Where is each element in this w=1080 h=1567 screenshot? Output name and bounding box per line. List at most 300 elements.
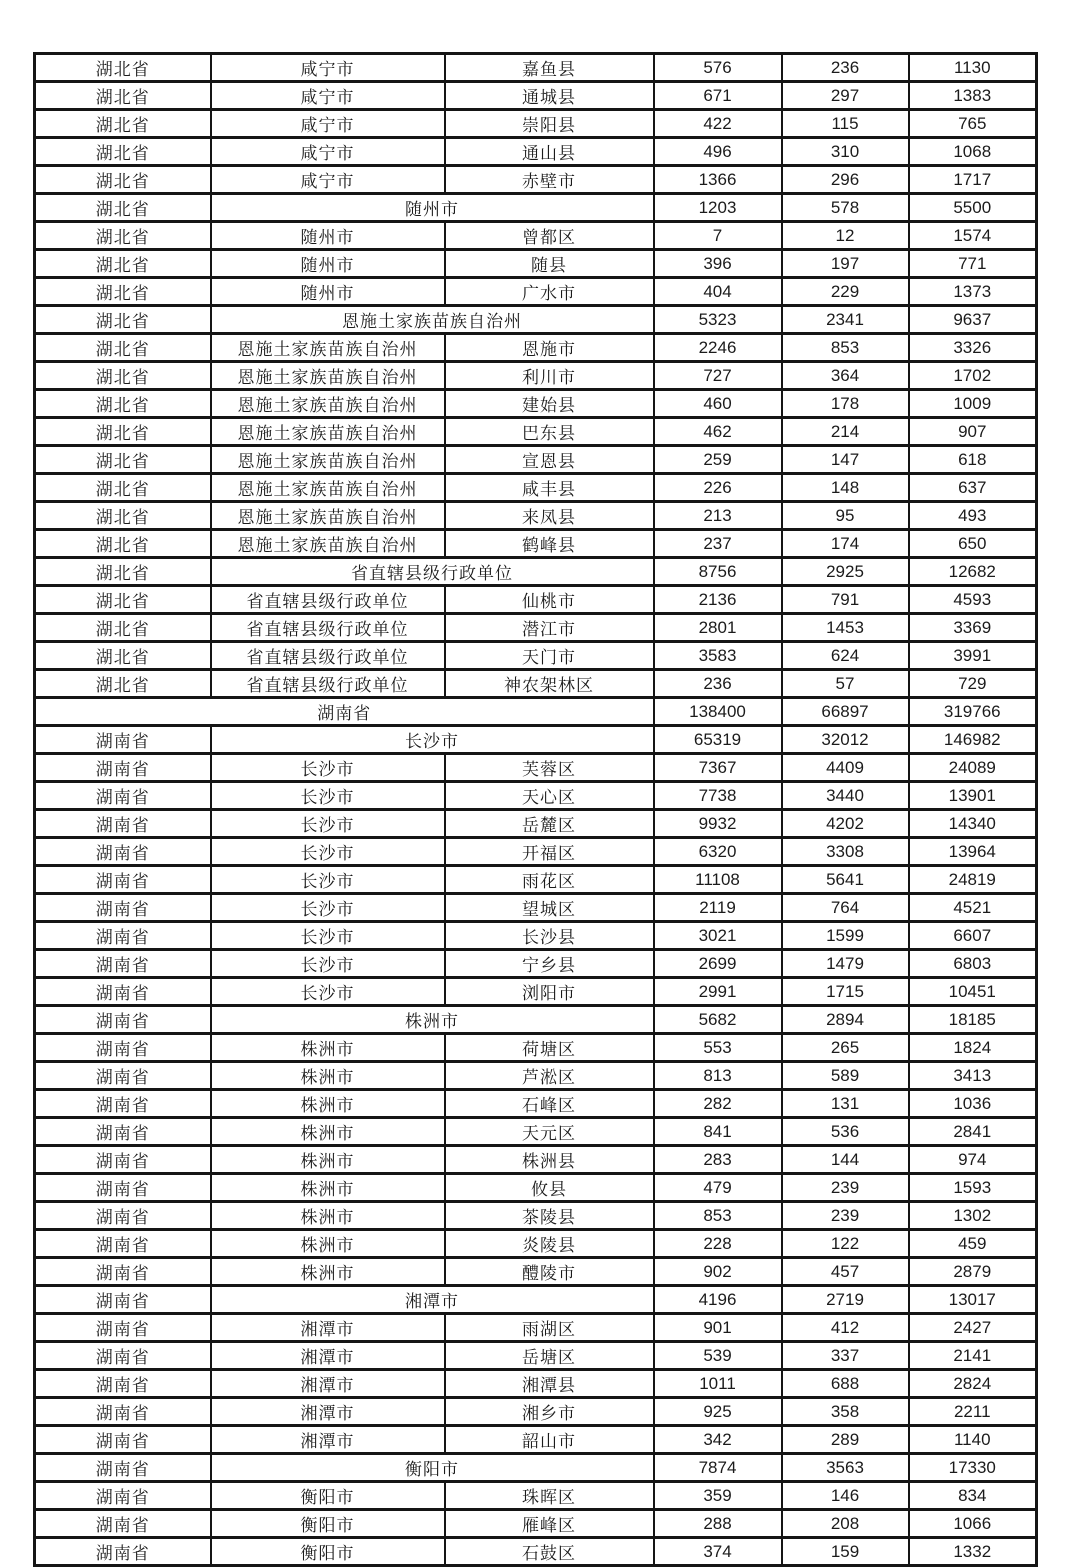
cell-city: 株洲市 xyxy=(211,1202,445,1230)
table-row xyxy=(35,670,1037,698)
cell-district: 攸县 xyxy=(445,1174,654,1202)
cell-value-3: 493 xyxy=(909,502,1037,530)
cell-value-2: 208 xyxy=(782,1510,909,1538)
cell-value-3: 1383 xyxy=(909,82,1037,110)
table-row xyxy=(35,698,1037,726)
cell-district: 湘潭县 xyxy=(445,1370,654,1398)
table-row xyxy=(35,1062,1037,1090)
table-row xyxy=(35,866,1037,894)
cell-value-1: 404 xyxy=(654,278,782,306)
cell-value-1: 422 xyxy=(654,110,782,138)
cell-value-3: 146982 xyxy=(909,726,1037,754)
cell-value-2: 229 xyxy=(782,278,909,306)
cell-value-3: 13901 xyxy=(909,782,1037,810)
cell-value-2: 289 xyxy=(782,1426,909,1454)
cell-district: 崇阳县 xyxy=(445,110,654,138)
table-row xyxy=(35,1370,1037,1398)
cell-value-2: 310 xyxy=(782,138,909,166)
cell-value-2: 1479 xyxy=(782,950,909,978)
cell-value-3: 13964 xyxy=(909,838,1037,866)
cell-value-3: 1302 xyxy=(909,1202,1037,1230)
table-row xyxy=(35,1510,1037,1538)
cell-province: 湖南省 xyxy=(35,1286,211,1314)
cell-city: 咸宁市 xyxy=(211,166,445,194)
cell-value-1: 237 xyxy=(654,530,782,558)
table-row xyxy=(35,558,1037,586)
cell-value-2: 32012 xyxy=(782,726,909,754)
table-row xyxy=(35,334,1037,362)
cell-value-1: 5323 xyxy=(654,306,782,334)
cell-value-2: 95 xyxy=(782,502,909,530)
cell-city: 恩施土家族苗族自治州 xyxy=(211,362,445,390)
cell-value-2: 3563 xyxy=(782,1454,909,1482)
cell-district: 咸丰县 xyxy=(445,474,654,502)
cell-province: 湖北省 xyxy=(35,418,211,446)
cell-value-2: 265 xyxy=(782,1034,909,1062)
cell-city: 恩施土家族苗族自治州 xyxy=(211,390,445,418)
cell-city: 恩施土家族苗族自治州 xyxy=(211,334,445,362)
table-row xyxy=(35,1230,1037,1258)
cell-city: 恩施土家族苗族自治州 xyxy=(211,530,445,558)
cell-province: 湖北省 xyxy=(35,110,211,138)
cell-value-2: 57 xyxy=(782,670,909,698)
table-row xyxy=(35,1090,1037,1118)
table-row xyxy=(35,726,1037,754)
cell-value-1: 288 xyxy=(654,1510,782,1538)
table-row xyxy=(35,222,1037,250)
cell-district: 仙桃市 xyxy=(445,586,654,614)
cell-district: 岳麓区 xyxy=(445,810,654,838)
cell-city: 湘潭市 xyxy=(211,1342,445,1370)
table-row xyxy=(35,1454,1037,1482)
cell-city: 长沙市 xyxy=(211,950,445,978)
cell-province: 湖南省 xyxy=(35,810,211,838)
cell-value-3: 24089 xyxy=(909,754,1037,782)
cell-city: 恩施土家族苗族自治州 xyxy=(211,474,445,502)
cell-value-3: 17330 xyxy=(909,1454,1037,1482)
cell-city: 恩施土家族苗族自治州 xyxy=(211,418,445,446)
table-row xyxy=(35,110,1037,138)
cell-value-3: 2841 xyxy=(909,1118,1037,1146)
cell-value-3: 2879 xyxy=(909,1258,1037,1286)
cell-province: 湖南省 xyxy=(35,1034,211,1062)
cell-value-1: 7738 xyxy=(654,782,782,810)
cell-value-3: 13017 xyxy=(909,1286,1037,1314)
cell-city: 长沙市 xyxy=(211,810,445,838)
cell-value-2: 688 xyxy=(782,1370,909,1398)
cell-value-1: 925 xyxy=(654,1398,782,1426)
cell-value-2: 5641 xyxy=(782,866,909,894)
cell-city: 省直辖县级行政单位 xyxy=(211,586,445,614)
cell-district: 茶陵县 xyxy=(445,1202,654,1230)
cell-value-2: 364 xyxy=(782,362,909,390)
cell-district: 赤壁市 xyxy=(445,166,654,194)
cell-city: 咸宁市 xyxy=(211,82,445,110)
cell-city: 长沙市 xyxy=(211,782,445,810)
cell-province: 湖南省 xyxy=(35,1230,211,1258)
cell-value-1: 9932 xyxy=(654,810,782,838)
cell-province: 湖北省 xyxy=(35,222,211,250)
table-row xyxy=(35,1398,1037,1426)
cell-district: 荷塘区 xyxy=(445,1034,654,1062)
cell-city-total: 湘潭市 xyxy=(211,1286,654,1314)
cell-province: 湖南省 xyxy=(35,1426,211,1454)
cell-value-3: 2427 xyxy=(909,1314,1037,1342)
cell-value-2: 2341 xyxy=(782,306,909,334)
cell-district: 韶山市 xyxy=(445,1426,654,1454)
cell-value-1: 3021 xyxy=(654,922,782,950)
cell-province: 湖北省 xyxy=(35,334,211,362)
cell-value-3: 637 xyxy=(909,474,1037,502)
cell-province: 湖北省 xyxy=(35,306,211,334)
cell-province: 湖南省 xyxy=(35,1538,211,1566)
table-row xyxy=(35,1118,1037,1146)
cell-province: 湖北省 xyxy=(35,586,211,614)
table-row xyxy=(35,1034,1037,1062)
cell-district: 利川市 xyxy=(445,362,654,390)
cell-city: 随州市 xyxy=(211,278,445,306)
cell-value-3: 765 xyxy=(909,110,1037,138)
cell-province: 湖南省 xyxy=(35,922,211,950)
table-row xyxy=(35,166,1037,194)
cell-province: 湖北省 xyxy=(35,642,211,670)
cell-district: 鹤峰县 xyxy=(445,530,654,558)
table-row xyxy=(35,1174,1037,1202)
table-row xyxy=(35,82,1037,110)
table-row xyxy=(35,1258,1037,1286)
cell-value-3: 1066 xyxy=(909,1510,1037,1538)
cell-value-1: 902 xyxy=(654,1258,782,1286)
cell-value-2: 239 xyxy=(782,1202,909,1230)
cell-city: 长沙市 xyxy=(211,978,445,1006)
cell-value-3: 6803 xyxy=(909,950,1037,978)
cell-value-2: 578 xyxy=(782,194,909,222)
cell-district: 珠晖区 xyxy=(445,1482,654,1510)
table-sheet xyxy=(33,52,1038,1567)
table-row xyxy=(35,894,1037,922)
cell-value-2: 2925 xyxy=(782,558,909,586)
cell-province: 湖南省 xyxy=(35,866,211,894)
cell-district: 雨花区 xyxy=(445,866,654,894)
cell-city: 株洲市 xyxy=(211,1090,445,1118)
cell-value-1: 2119 xyxy=(654,894,782,922)
cell-district: 通山县 xyxy=(445,138,654,166)
cell-value-3: 1702 xyxy=(909,362,1037,390)
cell-value-3: 18185 xyxy=(909,1006,1037,1034)
table-row xyxy=(35,138,1037,166)
cell-city: 随州市 xyxy=(211,250,445,278)
cell-district: 通城县 xyxy=(445,82,654,110)
cell-value-1: 236 xyxy=(654,670,782,698)
cell-value-1: 671 xyxy=(654,82,782,110)
table-row xyxy=(35,278,1037,306)
cell-value-2: 2894 xyxy=(782,1006,909,1034)
cell-value-1: 374 xyxy=(654,1538,782,1566)
cell-value-3: 1574 xyxy=(909,222,1037,250)
cell-value-1: 7874 xyxy=(654,1454,782,1482)
cell-value-2: 236 xyxy=(782,54,909,82)
cell-district: 芦淞区 xyxy=(445,1062,654,1090)
cell-district: 株洲县 xyxy=(445,1146,654,1174)
cell-district: 石峰区 xyxy=(445,1090,654,1118)
cell-province: 湖南省 xyxy=(35,894,211,922)
table-row xyxy=(35,614,1037,642)
table-row xyxy=(35,446,1037,474)
cell-value-1: 7 xyxy=(654,222,782,250)
cell-province: 湖北省 xyxy=(35,54,211,82)
cell-province: 湖南省 xyxy=(35,950,211,978)
table-row xyxy=(35,1286,1037,1314)
cell-value-3: 459 xyxy=(909,1230,1037,1258)
cell-value-1: 259 xyxy=(654,446,782,474)
cell-value-2: 3308 xyxy=(782,838,909,866)
cell-value-2: 159 xyxy=(782,1538,909,1566)
cell-value-2: 297 xyxy=(782,82,909,110)
cell-province: 湖南省 xyxy=(35,782,211,810)
cell-province: 湖北省 xyxy=(35,250,211,278)
table-row xyxy=(35,362,1037,390)
table-row xyxy=(35,782,1037,810)
cell-value-2: 197 xyxy=(782,250,909,278)
cell-province: 湖南省 xyxy=(35,838,211,866)
cell-city: 省直辖县级行政单位 xyxy=(211,614,445,642)
cell-value-1: 396 xyxy=(654,250,782,278)
cell-value-3: 2824 xyxy=(909,1370,1037,1398)
cell-value-3: 1130 xyxy=(909,54,1037,82)
cell-value-2: 147 xyxy=(782,446,909,474)
cell-province: 湖北省 xyxy=(35,614,211,642)
cell-value-3: 6607 xyxy=(909,922,1037,950)
cell-value-2: 178 xyxy=(782,390,909,418)
cell-value-3: 1373 xyxy=(909,278,1037,306)
cell-value-3: 1717 xyxy=(909,166,1037,194)
cell-value-3: 1036 xyxy=(909,1090,1037,1118)
table-row xyxy=(35,502,1037,530)
cell-value-3: 4521 xyxy=(909,894,1037,922)
cell-district: 醴陵市 xyxy=(445,1258,654,1286)
cell-district: 芙蓉区 xyxy=(445,754,654,782)
cell-value-2: 853 xyxy=(782,334,909,362)
cell-city: 恩施土家族苗族自治州 xyxy=(211,502,445,530)
cell-province: 湖南省 xyxy=(35,1090,211,1118)
cell-province: 湖南省 xyxy=(35,1314,211,1342)
cell-city: 株洲市 xyxy=(211,1034,445,1062)
cell-city: 株洲市 xyxy=(211,1230,445,1258)
cell-value-3: 1824 xyxy=(909,1034,1037,1062)
cell-province: 湖南省 xyxy=(35,1146,211,1174)
cell-value-2: 115 xyxy=(782,110,909,138)
cell-province: 湖北省 xyxy=(35,362,211,390)
cell-value-2: 1599 xyxy=(782,922,909,950)
cell-value-2: 1715 xyxy=(782,978,909,1006)
cell-province: 湖南省 xyxy=(35,1370,211,1398)
table-row xyxy=(35,1146,1037,1174)
cell-value-1: 4196 xyxy=(654,1286,782,1314)
cell-city: 株洲市 xyxy=(211,1062,445,1090)
cell-value-3: 3413 xyxy=(909,1062,1037,1090)
cell-district: 炎陵县 xyxy=(445,1230,654,1258)
cell-district: 神农架林区 xyxy=(445,670,654,698)
cell-city: 长沙市 xyxy=(211,866,445,894)
cell-district: 岳塘区 xyxy=(445,1342,654,1370)
cell-value-1: 460 xyxy=(654,390,782,418)
cell-value-1: 853 xyxy=(654,1202,782,1230)
cell-value-3: 5500 xyxy=(909,194,1037,222)
table-row xyxy=(35,1482,1037,1510)
cell-value-1: 342 xyxy=(654,1426,782,1454)
cell-city-total: 随州市 xyxy=(211,194,654,222)
cell-province: 湖北省 xyxy=(35,82,211,110)
cell-value-2: 791 xyxy=(782,586,909,614)
cell-value-2: 4409 xyxy=(782,754,909,782)
cell-district: 随县 xyxy=(445,250,654,278)
table-row xyxy=(35,922,1037,950)
cell-province: 湖南省 xyxy=(35,1482,211,1510)
cell-city: 湘潭市 xyxy=(211,1314,445,1342)
cell-value-1: 6320 xyxy=(654,838,782,866)
cell-district: 潜江市 xyxy=(445,614,654,642)
table-row xyxy=(35,1314,1037,1342)
cell-province: 湖南省 xyxy=(35,1258,211,1286)
cell-value-1: 2246 xyxy=(654,334,782,362)
table-row xyxy=(35,1538,1037,1566)
cell-value-1: 1366 xyxy=(654,166,782,194)
cell-province: 湖南省 xyxy=(35,1510,211,1538)
cell-province: 湖北省 xyxy=(35,474,211,502)
cell-province: 湖南省 xyxy=(35,1398,211,1426)
cell-value-1: 8756 xyxy=(654,558,782,586)
cell-value-3: 3991 xyxy=(909,642,1037,670)
cell-district: 浏阳市 xyxy=(445,978,654,1006)
cell-value-1: 576 xyxy=(654,54,782,82)
table-row xyxy=(35,642,1037,670)
cell-value-3: 834 xyxy=(909,1482,1037,1510)
cell-value-2: 589 xyxy=(782,1062,909,1090)
cell-district: 开福区 xyxy=(445,838,654,866)
cell-value-3: 974 xyxy=(909,1146,1037,1174)
cell-district: 长沙县 xyxy=(445,922,654,950)
cell-province: 湖北省 xyxy=(35,530,211,558)
cell-district: 湘乡市 xyxy=(445,1398,654,1426)
cell-value-1: 1011 xyxy=(654,1370,782,1398)
table-row xyxy=(35,1426,1037,1454)
cell-value-2: 148 xyxy=(782,474,909,502)
cell-value-1: 359 xyxy=(654,1482,782,1510)
table-row xyxy=(35,838,1037,866)
cell-city: 长沙市 xyxy=(211,838,445,866)
cell-value-3: 3369 xyxy=(909,614,1037,642)
cell-city: 长沙市 xyxy=(211,754,445,782)
cell-province: 湖南省 xyxy=(35,1006,211,1034)
cell-value-2: 412 xyxy=(782,1314,909,1342)
cell-city: 衡阳市 xyxy=(211,1510,445,1538)
cell-province: 湖南省 xyxy=(35,1342,211,1370)
table-row xyxy=(35,810,1037,838)
cell-value-3: 319766 xyxy=(909,698,1037,726)
cell-value-3: 771 xyxy=(909,250,1037,278)
cell-province: 湖北省 xyxy=(35,670,211,698)
cell-value-3: 9637 xyxy=(909,306,1037,334)
cell-city: 株洲市 xyxy=(211,1146,445,1174)
table-row xyxy=(35,1006,1037,1034)
cell-city: 咸宁市 xyxy=(211,110,445,138)
cell-value-1: 2136 xyxy=(654,586,782,614)
cell-value-3: 1009 xyxy=(909,390,1037,418)
cell-province: 湖南省 xyxy=(35,978,211,1006)
cell-province: 湖北省 xyxy=(35,502,211,530)
table-row xyxy=(35,950,1037,978)
cell-value-1: 813 xyxy=(654,1062,782,1090)
cell-province: 湖南省 xyxy=(35,1202,211,1230)
cell-value-3: 1332 xyxy=(909,1538,1037,1566)
cell-value-2: 337 xyxy=(782,1342,909,1370)
cell-city: 湘潭市 xyxy=(211,1398,445,1426)
cell-value-1: 496 xyxy=(654,138,782,166)
cell-district: 巴东县 xyxy=(445,418,654,446)
cell-province: 湖南省 xyxy=(35,754,211,782)
cell-value-1: 553 xyxy=(654,1034,782,1062)
table-row xyxy=(35,1202,1037,1230)
cell-value-2: 4202 xyxy=(782,810,909,838)
cell-province-total: 湖南省 xyxy=(35,698,654,726)
cell-district: 天心区 xyxy=(445,782,654,810)
cell-city: 长沙市 xyxy=(211,894,445,922)
cell-province: 湖北省 xyxy=(35,390,211,418)
cell-value-2: 174 xyxy=(782,530,909,558)
table-row xyxy=(35,474,1037,502)
cell-value-1: 1203 xyxy=(654,194,782,222)
cell-district: 石鼓区 xyxy=(445,1538,654,1566)
cell-city: 湘潭市 xyxy=(211,1370,445,1398)
cell-value-2: 122 xyxy=(782,1230,909,1258)
cell-city: 随州市 xyxy=(211,222,445,250)
table-row xyxy=(35,586,1037,614)
cell-value-1: 462 xyxy=(654,418,782,446)
table-row xyxy=(35,978,1037,1006)
cell-province: 湖北省 xyxy=(35,446,211,474)
cell-value-3: 4593 xyxy=(909,586,1037,614)
cell-value-1: 539 xyxy=(654,1342,782,1370)
cell-city-total: 株洲市 xyxy=(211,1006,654,1034)
cell-city: 株洲市 xyxy=(211,1118,445,1146)
cell-province: 湖北省 xyxy=(35,194,211,222)
cell-value-2: 239 xyxy=(782,1174,909,1202)
cell-value-2: 2719 xyxy=(782,1286,909,1314)
cell-city: 咸宁市 xyxy=(211,138,445,166)
cell-value-2: 146 xyxy=(782,1482,909,1510)
cell-value-1: 65319 xyxy=(654,726,782,754)
cell-value-1: 283 xyxy=(654,1146,782,1174)
cell-value-1: 11108 xyxy=(654,866,782,894)
cell-district: 广水市 xyxy=(445,278,654,306)
cell-value-1: 2699 xyxy=(654,950,782,978)
cell-value-3: 2141 xyxy=(909,1342,1037,1370)
cell-province: 湖北省 xyxy=(35,166,211,194)
table-row xyxy=(35,194,1037,222)
cell-value-1: 479 xyxy=(654,1174,782,1202)
cell-district: 来凤县 xyxy=(445,502,654,530)
cell-city: 株洲市 xyxy=(211,1174,445,1202)
cell-value-1: 138400 xyxy=(654,698,782,726)
table-row xyxy=(35,54,1037,82)
cell-value-2: 3440 xyxy=(782,782,909,810)
cell-city-total: 衡阳市 xyxy=(211,1454,654,1482)
cell-value-2: 536 xyxy=(782,1118,909,1146)
cell-district: 曾都区 xyxy=(445,222,654,250)
cell-value-2: 358 xyxy=(782,1398,909,1426)
cell-city: 省直辖县级行政单位 xyxy=(211,642,445,670)
cell-value-2: 1453 xyxy=(782,614,909,642)
